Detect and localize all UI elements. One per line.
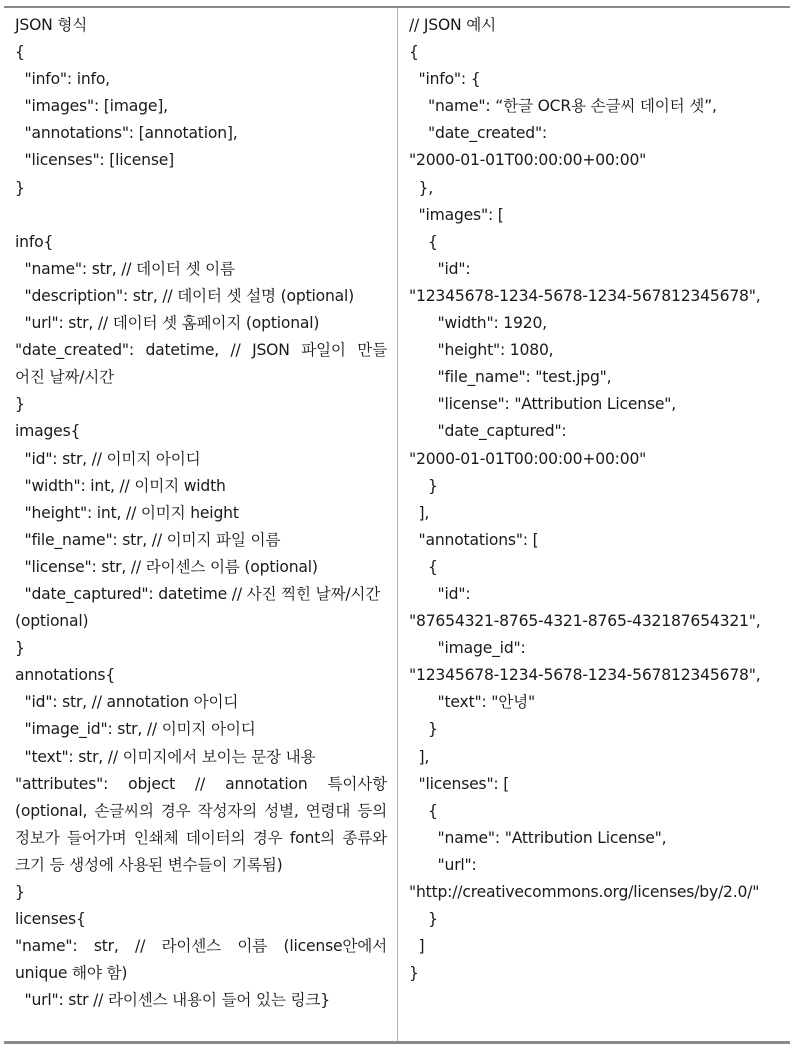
schema-line: "description": str, // 데이터 셋 설명 (optional) <box>15 286 355 305</box>
example-line: } <box>409 910 438 929</box>
schema-line: "width": int, // 이미지 width <box>15 476 226 495</box>
schema-line: "file_name": str, // 이미지 파일 이름 <box>15 530 281 549</box>
schema-line: annotations{ <box>15 666 116 685</box>
schema-line: "images": [image], <box>15 97 168 116</box>
example-line: "id": <box>409 259 471 278</box>
schema-line: "info": info, <box>15 70 110 89</box>
schema-line: "attributes": object // annotation 특이사항 <box>15 774 387 793</box>
schema-line: images{ <box>15 422 81 441</box>
example-line: "12345678-1234-5678-1234-567812345678", <box>409 666 761 685</box>
example-line: "date_captured": <box>409 422 567 441</box>
schema-line: info{ <box>15 232 54 251</box>
example-line: "12345678-1234-5678-1234-567812345678", <box>409 286 761 305</box>
example-line: } <box>409 476 438 495</box>
schema-line: } <box>15 639 25 658</box>
schema-line: } <box>15 883 25 901</box>
example-line: "name": "Attribution License", <box>409 828 667 847</box>
example-line: "height": 1080, <box>409 341 554 360</box>
example-line: "images": [ <box>409 205 504 224</box>
schema-line: "id": str, // 이미지 아이디 <box>15 449 201 468</box>
schema-line <box>15 202 387 229</box>
example-line: } <box>409 964 419 983</box>
example-line: { <box>409 801 438 820</box>
example-line: "url": <box>409 855 477 874</box>
schema-line: "text": str, // 이미지에서 보이는 문장 내용 <box>15 747 316 766</box>
example-line: "87654321-8765-4321-8765-432187654321", <box>409 612 761 631</box>
example-line: "annotations": [ <box>409 530 539 549</box>
example-line: "2000-01-01T00:00:00+00:00" <box>409 151 647 170</box>
schema-line: { <box>15 43 25 62</box>
example-line: "text": "안녕" <box>409 693 535 712</box>
example-line: { <box>409 557 438 576</box>
schema-line: } <box>15 395 25 414</box>
example-line: "info": { <box>409 70 481 89</box>
example-line: "image_id": <box>409 639 526 658</box>
schema-line: "url": str // 라이센스 내용이 들어 있는 링크} <box>15 991 330 1010</box>
schema-line: "image_id": str, // 이미지 아이디 <box>15 720 256 739</box>
example-line: { <box>409 232 438 251</box>
example-line: } <box>409 720 438 739</box>
schema-line: "annotations": [annotation], <box>15 124 238 143</box>
schema-line: 정보가 들어가며 인쇄체 데이터의 경우 font의 종류와 <box>15 828 387 847</box>
example-line: ] <box>409 937 425 956</box>
example-line: "date_created": <box>409 124 547 143</box>
schema-line: "height": int, // 이미지 height <box>15 503 239 522</box>
schema-line: "date_created": datetime, // JSON 파일이 만들 <box>15 341 387 360</box>
schema-line: "url": str, // 데이터 셋 홈페이지 (optional) <box>15 314 320 333</box>
schema-line: "licenses": [license] <box>15 151 175 170</box>
schema-line: 크기 등 생성에 사용된 변수들이 기록됨) <box>15 855 283 874</box>
schema-line: "license": str, // 라이센스 이름 (optional) <box>15 557 318 576</box>
example-line: ], <box>409 503 430 522</box>
schema-line: } <box>15 178 25 197</box>
column-divider <box>397 8 398 1041</box>
example-line: "licenses": [ <box>409 774 510 793</box>
example-line: "file_name": "test.jpg", <box>409 368 612 387</box>
schema-line: "id": str, // annotation 아이디 <box>15 693 239 712</box>
table-bottom-rule <box>4 1041 790 1044</box>
json-schema-column <box>15 12 387 1014</box>
schema-line: (optional) <box>15 612 89 631</box>
example-line: "width": 1920, <box>409 314 547 333</box>
schema-line: licenses{ <box>15 910 86 929</box>
example-line: "http://creativecommons.org/licenses/by/2.0/" <box>409 883 760 901</box>
example-line: "2000-01-01T00:00:00+00:00" <box>409 449 647 468</box>
schema-line: unique 해야 함) <box>15 964 128 983</box>
example-line: "id": <box>409 584 471 603</box>
example-line: "name": “한글 OCR용 손글씨 데이터 셋”, <box>409 97 717 116</box>
example-line: ], <box>409 747 430 766</box>
json-example-column <box>409 12 785 987</box>
schema-line: "date_captured": datetime // 사진 찍힌 날짜/시간 <box>15 584 381 603</box>
schema-line: "name": str, // 데이터 셋 이름 <box>15 259 235 278</box>
example-line: { <box>409 43 419 62</box>
schema-line: "name": str, // 라이센스 이름 (license안에서 <box>15 937 387 956</box>
example-line: }, <box>409 178 433 197</box>
example-line: "license": "Attribution License", <box>409 395 676 414</box>
schema-line: JSON 형식 <box>15 16 88 34</box>
schema-line: 어진 날짜/시간 <box>15 368 114 387</box>
schema-line: (optional, 손글씨의 경우 작성자의 성별, 연령대 등의 <box>15 801 387 820</box>
example-line: // JSON 예시 <box>409 16 496 34</box>
